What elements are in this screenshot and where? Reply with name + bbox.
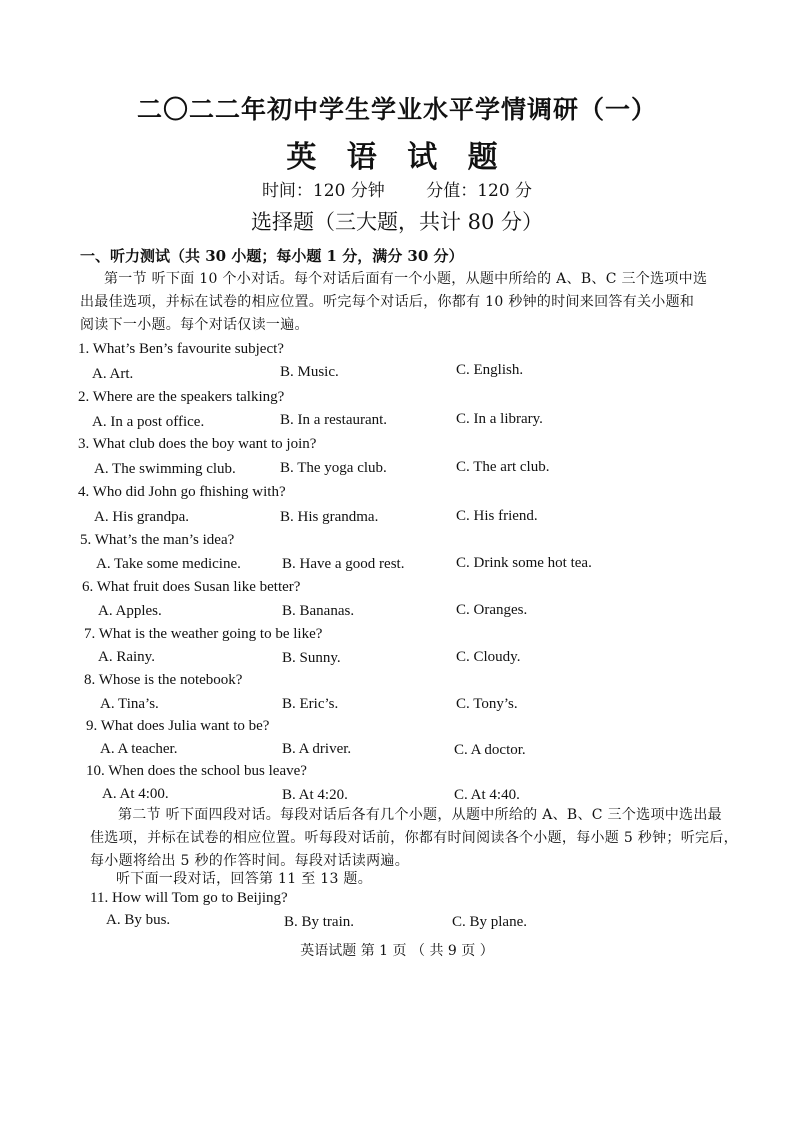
option-c: C. The art club. bbox=[456, 459, 550, 475]
option-c: C. Drink some hot tea. bbox=[456, 555, 592, 571]
instruction-line: 佳选项，并标在试卷的相应位置。听每段对话前，你都有时间阅读各个小题，每小题 5 秒钟；听完后， bbox=[90, 830, 738, 846]
question-text: 8. Whose is the notebook? bbox=[84, 672, 243, 688]
option-b: B. At 4:20. bbox=[282, 787, 348, 803]
question-text: 9. What does Julia want to be? bbox=[86, 718, 270, 734]
option-c: C. A doctor. bbox=[454, 742, 526, 758]
option-c: C. Tony’s. bbox=[456, 696, 518, 712]
instruction-line: 第二节 听下面四段对话。每段对话后各有几个小题，从题中所给的 A、B、C 三个选项中选出最 bbox=[118, 807, 722, 823]
question-text: 11. How will Tom go to Beijing? bbox=[90, 890, 288, 906]
exam-meta bbox=[0, 176, 794, 201]
option-b: B. By train. bbox=[284, 914, 354, 930]
option-a: A. At 4:00. bbox=[102, 786, 169, 802]
option-a: A. Rainy. bbox=[98, 649, 155, 665]
option-b: B. A driver. bbox=[282, 741, 352, 757]
option-a: A. Apples. bbox=[98, 603, 162, 619]
question-text: 4. Who did John go fhishing with? bbox=[78, 484, 286, 500]
option-b: B. In a restaurant. bbox=[280, 412, 388, 428]
option-a: A. By bus. bbox=[106, 912, 171, 928]
option-b: B. Sunny. bbox=[282, 650, 341, 666]
instruction-line: 第一节 听下面 10 个小对话。每个对话后面有一个小题，从题中所给的 A、B、C 三个选项中选 bbox=[104, 271, 708, 287]
option-b: B. Have a good rest. bbox=[282, 556, 405, 572]
question-text: 2. Where are the speakers talking? bbox=[78, 389, 285, 405]
option-a: A. His grandpa. bbox=[94, 509, 189, 525]
option-b: B. Music. bbox=[280, 364, 339, 380]
option-c: C. At 4:40. bbox=[454, 787, 520, 803]
option-b: B. The yoga club. bbox=[280, 460, 387, 476]
page-footer: 英语试题 第 1 页 （ 共 9 页 ） bbox=[300, 943, 494, 959]
time-limit: 时间：120 分钟 bbox=[261, 181, 385, 201]
option-c: C. Cloudy. bbox=[456, 649, 521, 665]
question-text: 1. What’s Ben’s favourite subject? bbox=[78, 341, 284, 357]
option-c: C. Oranges. bbox=[456, 602, 528, 618]
total-score: 分值：120 分 bbox=[426, 181, 533, 201]
option-c: C. His friend. bbox=[456, 508, 538, 524]
question-text: 6. What fruit does Susan like better? bbox=[82, 579, 301, 595]
option-a: A. A teacher. bbox=[100, 741, 178, 757]
option-a: A. Art. bbox=[92, 366, 134, 382]
option-c: C. In a library. bbox=[456, 411, 543, 427]
option-a: A. Take some medicine. bbox=[96, 556, 241, 572]
question-text: 7. What is the weather going to be like? bbox=[84, 626, 323, 642]
question-text: 3. What club does the boy want to join? bbox=[78, 436, 317, 452]
question-text: 5. What’s the man’s idea? bbox=[80, 532, 235, 548]
option-b: B. Bananas. bbox=[282, 603, 355, 619]
option-a: A. Tina’s. bbox=[100, 696, 159, 712]
exam-title: 二〇二二年初中学生学业水平学情调研（一） bbox=[136, 95, 657, 124]
option-a: A. The swimming club. bbox=[94, 461, 236, 477]
option-c: C. English. bbox=[456, 362, 524, 378]
subject-title: 英 语 试 题 bbox=[286, 140, 508, 175]
option-a: A. In a post office. bbox=[92, 414, 205, 430]
option-b: B. His grandma. bbox=[280, 509, 379, 525]
section-heading: 一、听力测试（共 30 小题；每小题 1 分，满分 30 分） bbox=[80, 247, 464, 265]
instruction-line: 出最佳选项，并标在试卷的相应位置。听完每个对话后，你都有 10 秒钟的时间来回答有关小题和 bbox=[80, 294, 695, 310]
question-text: 10. When does the school bus leave? bbox=[86, 763, 307, 779]
instruction-line: 听下面一段对话，回答第 11 至 13 题。 bbox=[116, 871, 373, 887]
instruction-line: 每小题将给出 5 秒的作答时间。每段对话读两遍。 bbox=[90, 853, 410, 869]
instruction-line: 阅读下一小题。每个对话仅读一遍。 bbox=[80, 317, 309, 333]
option-b: B. Eric’s. bbox=[282, 696, 339, 712]
option-c: C. By plane. bbox=[452, 914, 527, 930]
part-heading: 选择题（三大题，共计 80 分） bbox=[250, 210, 544, 234]
